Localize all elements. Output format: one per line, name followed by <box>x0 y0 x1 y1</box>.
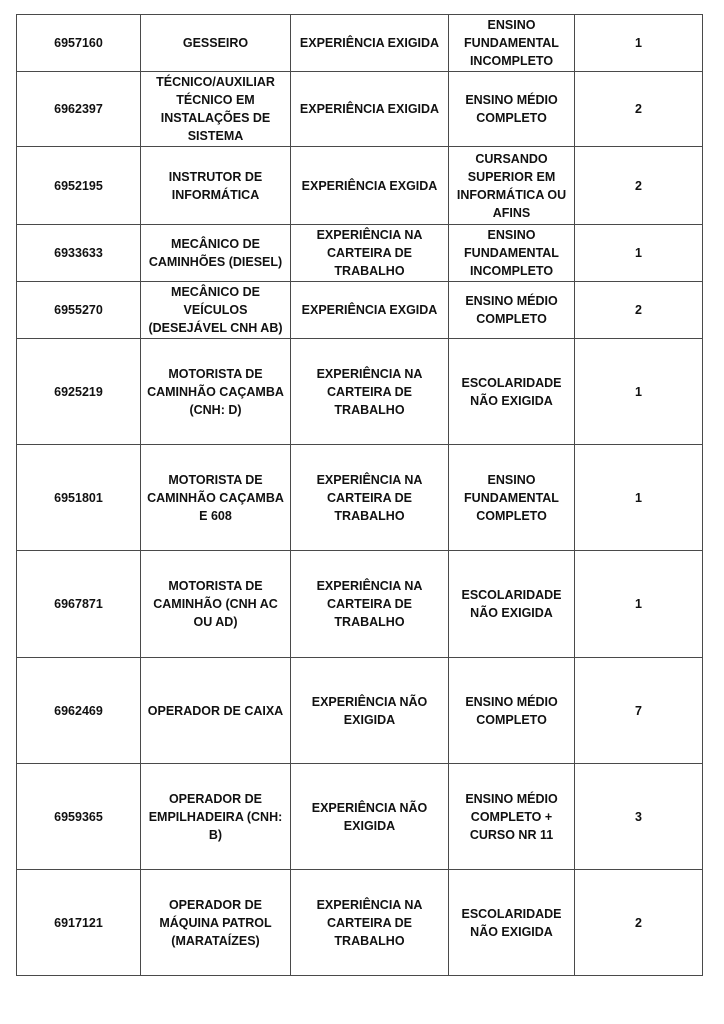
job-code: 6933633 <box>17 225 141 282</box>
job-role: MECÂNICO DE CAMINHÕES (DIESEL) <box>141 225 291 282</box>
job-role: OPERADOR DE MÁQUINA PATROL (MARATAÍZES) <box>141 870 291 976</box>
job-experience: EXPERIÊNCIA EXIGIDA <box>291 15 449 72</box>
job-education: ENSINO FUNDAMENTAL INCOMPLETO <box>449 225 575 282</box>
table-row <box>17 445 703 551</box>
table-row <box>17 870 703 976</box>
job-experience: EXPERIÊNCIA NÃO EXIGIDA <box>291 658 449 764</box>
job-code: 6917121 <box>17 870 141 976</box>
job-experience: EXPERIÊNCIA NÃO EXIGIDA <box>291 764 449 870</box>
table-row <box>17 764 703 870</box>
job-experience: EXPERIÊNCIA NA CARTEIRA DE TRABALHO <box>291 551 449 658</box>
job-role: TÉCNICO/AUXILIAR TÉCNICO EM INSTALAÇÕES DE SISTEMA <box>141 72 291 147</box>
job-code: 6967871 <box>17 551 141 658</box>
job-code: 6962469 <box>17 658 141 764</box>
job-quantity: 1 <box>575 15 703 72</box>
job-education: ENSINO MÉDIO COMPLETO <box>449 72 575 147</box>
job-role: OPERADOR DE CAIXA <box>141 658 291 764</box>
job-quantity: 1 <box>575 339 703 445</box>
job-quantity: 1 <box>575 551 703 658</box>
job-education: ENSINO FUNDAMENTAL COMPLETO <box>449 445 575 551</box>
job-quantity: 7 <box>575 658 703 764</box>
table-row <box>17 15 703 72</box>
job-experience: EXPERIÊNCIA NA CARTEIRA DE TRABALHO <box>291 339 449 445</box>
job-education: ESCOLARIDADE NÃO EXIGIDA <box>449 339 575 445</box>
job-quantity: 3 <box>575 764 703 870</box>
job-experience: EXPERIÊNCIA EXIGIDA <box>291 72 449 147</box>
job-code: 6957160 <box>17 15 141 72</box>
table-row <box>17 147 703 225</box>
job-quantity: 2 <box>575 870 703 976</box>
job-quantity: 2 <box>575 72 703 147</box>
job-quantity: 2 <box>575 282 703 339</box>
job-experience: EXPERIÊNCIA NA CARTEIRA DE TRABALHO <box>291 445 449 551</box>
job-role: OPERADOR DE EMPILHADEIRA (CNH: B) <box>141 764 291 870</box>
job-education: ENSINO MÉDIO COMPLETO <box>449 282 575 339</box>
job-education: ENSINO MÉDIO COMPLETO <box>449 658 575 764</box>
job-role: MOTORISTA DE CAMINHÃO CAÇAMBA (CNH: D) <box>141 339 291 445</box>
job-quantity: 1 <box>575 225 703 282</box>
job-experience: EXPERIÊNCIA EXGIDA <box>291 282 449 339</box>
job-education: CURSANDO SUPERIOR EM INFORMÁTICA OU AFINS <box>449 147 575 225</box>
table-row <box>17 225 703 282</box>
job-openings-table <box>16 14 703 976</box>
job-code: 6962397 <box>17 72 141 147</box>
job-role: MOTORISTA DE CAMINHÃO CAÇAMBA E 608 <box>141 445 291 551</box>
job-education: ENSINO MÉDIO COMPLETO + CURSO NR 11 <box>449 764 575 870</box>
job-code: 6952195 <box>17 147 141 225</box>
job-code: 6925219 <box>17 339 141 445</box>
job-code: 6959365 <box>17 764 141 870</box>
table-row <box>17 551 703 658</box>
job-role: MOTORISTA DE CAMINHÃO (CNH AC OU AD) <box>141 551 291 658</box>
job-education: ENSINO FUNDAMENTAL INCOMPLETO <box>449 15 575 72</box>
job-quantity: 1 <box>575 445 703 551</box>
job-education: ESCOLARIDADE NÃO EXIGIDA <box>449 551 575 658</box>
table-row <box>17 339 703 445</box>
job-experience: EXPERIÊNCIA NA CARTEIRA DE TRABALHO <box>291 225 449 282</box>
job-experience: EXPERIÊNCIA EXGIDA <box>291 147 449 225</box>
job-role: GESSEIRO <box>141 15 291 72</box>
table-row <box>17 282 703 339</box>
job-experience: EXPERIÊNCIA NA CARTEIRA DE TRABALHO <box>291 870 449 976</box>
job-role: MECÂNICO DE VEÍCULOS (DESEJÁVEL CNH AB) <box>141 282 291 339</box>
job-code: 6951801 <box>17 445 141 551</box>
job-role: INSTRUTOR DE INFORMÁTICA <box>141 147 291 225</box>
job-quantity: 2 <box>575 147 703 225</box>
table-row <box>17 658 703 764</box>
job-code: 6955270 <box>17 282 141 339</box>
job-education: ESCOLARIDADE NÃO EXIGIDA <box>449 870 575 976</box>
table-row <box>17 72 703 147</box>
